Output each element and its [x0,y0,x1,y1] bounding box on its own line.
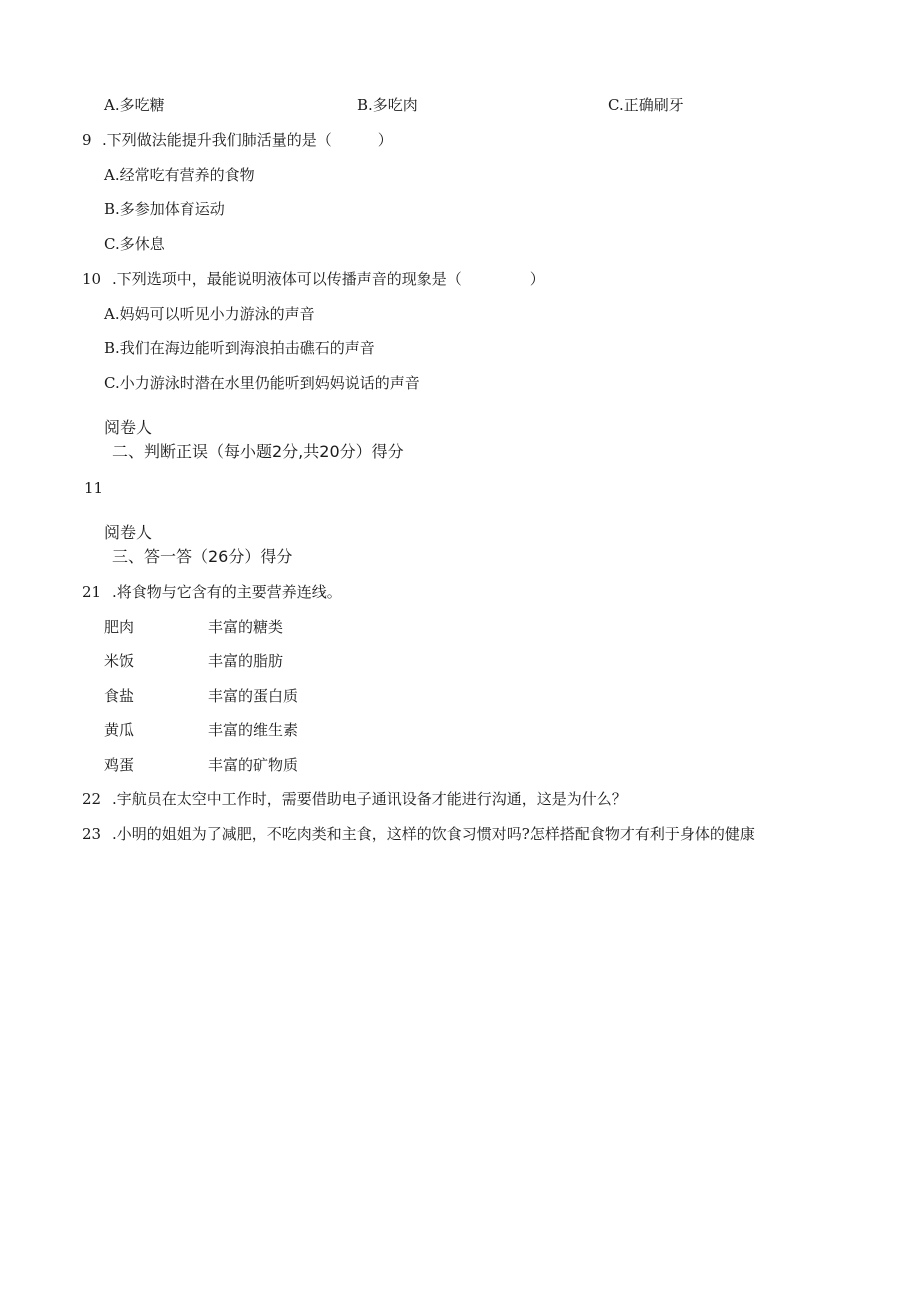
question-stem: .下列选项中，最能说明液体可以传播声音的现象是（ [112,270,462,288]
question-number: 9 [82,131,92,149]
question-text: .宇航员在太空中工作时，需要借助电子通讯设备才能进行沟通，这是为什么？ [112,790,627,808]
question-number: 21 [82,583,102,601]
answer-paren-close: ） [529,270,545,288]
section3-title: 三、答一答（26分）得分 [112,547,293,566]
question-number: 22 [82,790,102,808]
question-stem: .下列做法能提升我们肺活量的是（ [102,131,332,149]
question-text [102,130,393,150]
q9-option-c: C.多休息 [104,235,165,253]
nutrient-item: 丰富的糖类 [208,618,284,636]
question-11-number: 11 [84,479,104,497]
food-item: 食盐 [104,687,135,705]
q10-option-b: B.我们在海边能听到海浪拍击礁石的声音 [104,339,375,357]
nutrient-item: 丰富的蛋白质 [208,687,299,705]
question-text [112,269,545,289]
nutrient-item: 丰富的维生素 [208,721,299,739]
food-item: 鸡蛋 [104,756,135,774]
section2-reviewer-label: 阅卷人 [104,418,153,437]
nutrient-item: 丰富的脂肪 [208,652,284,670]
question-number: 23 [82,825,102,843]
section3-reviewer-label: 阅卷人 [104,523,153,542]
question-text: .将食物与它含有的主要营养连线。 [112,583,342,601]
q8-option-b: B.多吃肉 [357,96,418,114]
food-item: 黄瓜 [104,721,135,739]
question-number: 10 [82,270,102,288]
food-item: 米饭 [104,652,135,670]
q8-option-a: A.多吃糖 [104,96,165,114]
q9-option-b: B.多参加体育运动 [104,200,225,218]
section2-title: 二、判断正误（每小题2分,共20分）得分 [112,442,404,461]
q8-option-c: C.正确刷牙 [608,96,684,114]
nutrient-item: 丰富的矿物质 [208,756,299,774]
answer-paren-close: ） [377,131,393,149]
food-item: 肥肉 [104,618,135,636]
q10-option-c: C.小力游泳时潜在水里仍能听到妈妈说话的声音 [104,374,420,392]
q9-option-a: A.经常吃有营养的食物 [104,166,255,184]
question-text: .小明的姐姐为了减肥，不吃肉类和主食，这样的饮食习惯对吗?怎样搭配食物才有利于身体的健康 [112,825,755,843]
q10-option-a: A.妈妈可以听见小力游泳的声音 [104,305,315,323]
